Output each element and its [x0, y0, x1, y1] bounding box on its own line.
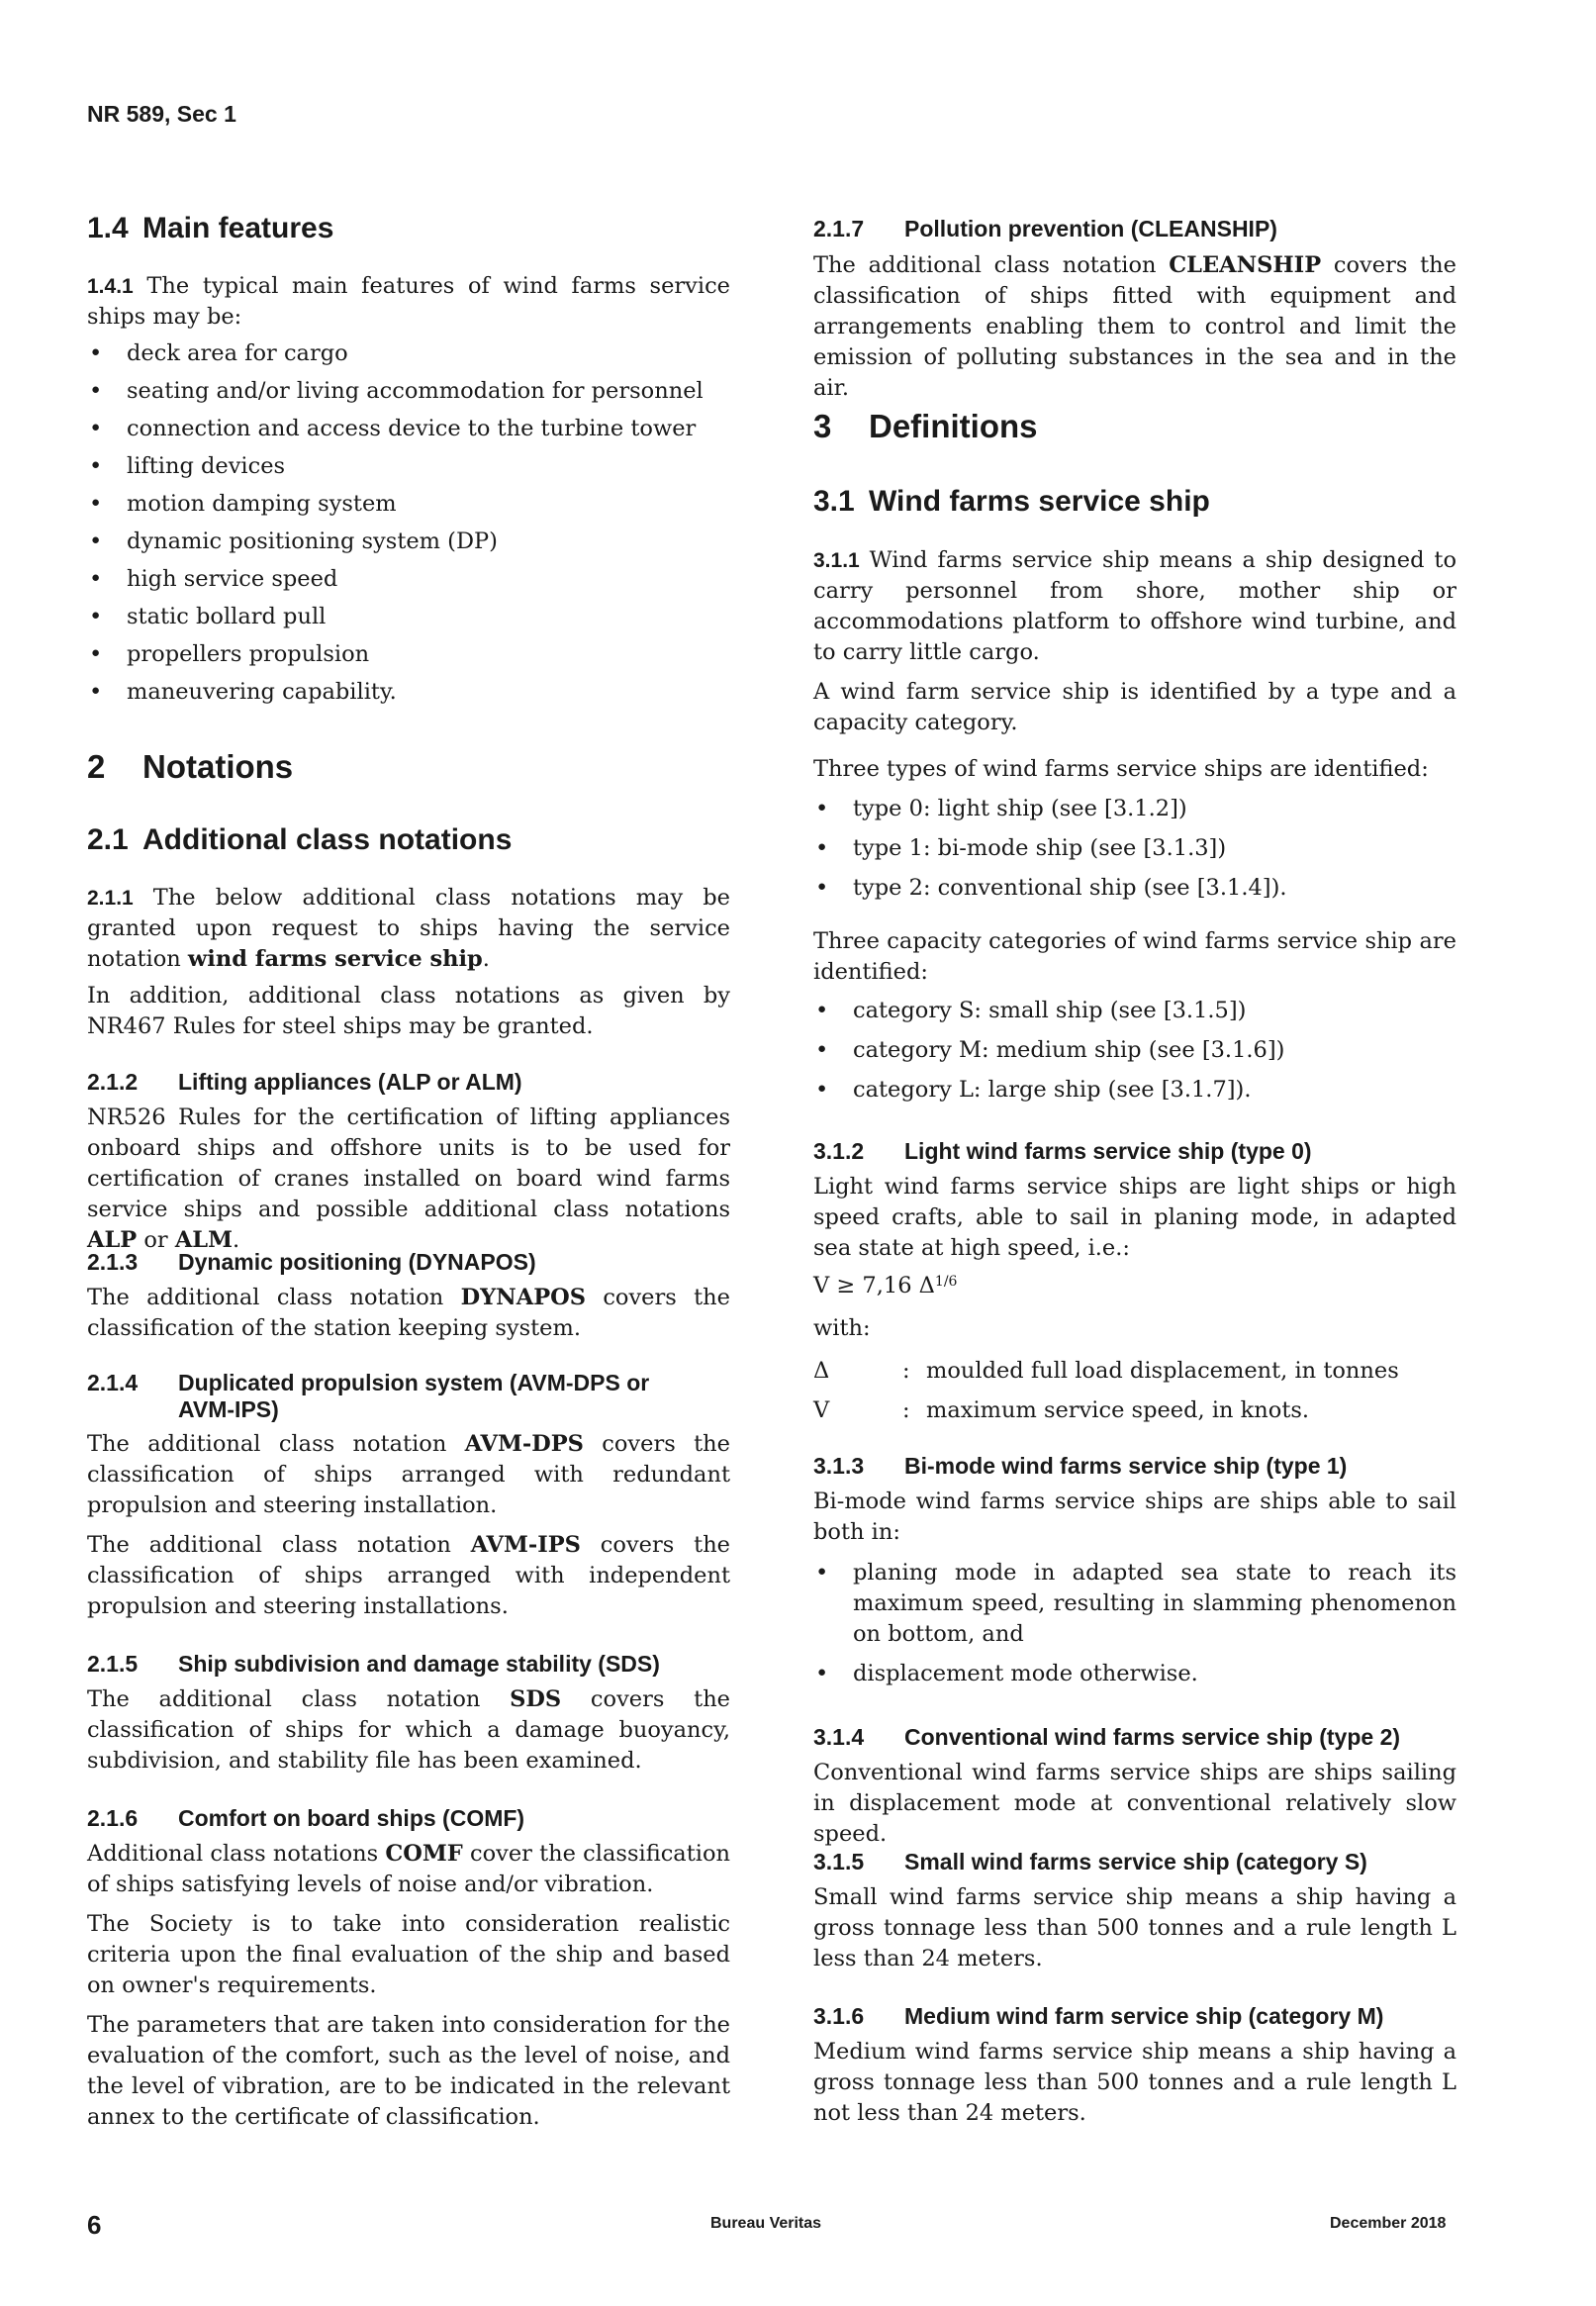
- paragraph-text: The additional class notation: [87, 1532, 471, 1558]
- paragraph-2-1-1-b: In addition, additional class notations as given by NR467 Rules for steel ships may be granted.: [87, 983, 730, 1039]
- list-item: [813, 1659, 1456, 1689]
- section-number: 2: [87, 748, 106, 785]
- list-item-text: category L: large ship (see [3.1.7]).: [853, 1077, 1252, 1103]
- section-number: 3: [813, 408, 832, 444]
- bullet-icon: •: [815, 835, 829, 861]
- section-number: 3.1.3: [813, 1453, 865, 1479]
- notation-bold: AVM-IPS: [470, 1532, 581, 1558]
- list-item: [813, 794, 1456, 824]
- list-item: [813, 996, 1456, 1026]
- paragraph-2-1-7: [813, 250, 1456, 404]
- paragraph-2-1-2: [87, 1103, 730, 1256]
- definition-row: [813, 1356, 1399, 1387]
- paragraph-2-1-1: [87, 883, 730, 975]
- list-item: [813, 1075, 1456, 1105]
- list-item: [813, 1035, 1456, 1066]
- notation-bold: ALP: [87, 1227, 138, 1253]
- section-title: Bi-mode wind farms service ship (type 1): [904, 1453, 1348, 1479]
- section-title: Medium wind farm service ship (category M): [904, 2003, 1384, 2029]
- list-item-text: connection and access device to the turbine tower: [127, 416, 697, 441]
- paragraph-3-1-3: Bi-mode wind farms service ships are ships able to sail both in:: [813, 1489, 1456, 1545]
- bullet-icon: •: [89, 528, 103, 554]
- section-number: 3.1.4: [813, 1724, 865, 1750]
- section-title: Additional class notations: [142, 823, 513, 856]
- symbol: Δ: [813, 1358, 830, 1384]
- bullet-icon: •: [815, 1037, 829, 1063]
- paragraph-3-1-6: Medium wind farms service ship means a ship having a gross tonnage less than 500 tonnes and a rule length L not less than 24 meters.: [813, 2039, 1456, 2126]
- section-heading-3: [813, 408, 1038, 445]
- paragraph-number: 1.4.1: [87, 275, 134, 298]
- paragraph-text: or: [137, 1227, 175, 1253]
- section-title: Conventional wind farms service ship (type 2): [904, 1724, 1401, 1750]
- subsection-heading-3-1-3: [813, 1453, 1347, 1480]
- bullet-icon: •: [815, 1661, 829, 1686]
- subsection-heading-3-1-6: [813, 2003, 1383, 2030]
- with-label: with:: [813, 1315, 871, 1341]
- colon: :: [902, 1397, 910, 1423]
- paragraph-2-1-6-a: [87, 1839, 730, 1900]
- list-item-text: static bollard pull: [127, 604, 327, 629]
- section-title: Light wind farms service ship (type 0): [904, 1138, 1312, 1164]
- definition-text: maximum service speed, in knots.: [926, 1397, 1310, 1423]
- paragraph-text: covers the classification of ships arranged with independent propulsion and steering installations.: [87, 1532, 730, 1619]
- section-number: 3.1.6: [813, 2003, 865, 2029]
- list-item-text: type 1: bi-mode ship (see [3.1.3]): [853, 835, 1227, 861]
- section-title: Main features: [142, 212, 334, 244]
- subsection-heading-2-1-6: [87, 1805, 524, 1832]
- paragraph-3-1-1-c: Three types of wind farms service ships are identified:: [813, 756, 1429, 782]
- subsection-heading-3-1-5: [813, 1849, 1367, 1875]
- list-item-text: dynamic positioning system (DP): [127, 528, 498, 554]
- section-number: 2.1.2: [87, 1069, 139, 1095]
- list-item: [813, 1558, 1456, 1650]
- paragraph-2-1-4-a: [87, 1429, 730, 1521]
- list-item-text: planing mode in adapted sea state to reach its maximum speed, resulting in slamming phenomenon on bottom, and: [853, 1560, 1456, 1647]
- notation-bold: COMF: [385, 1841, 463, 1867]
- list-item-text: category S: small ship (see [3.1.5]): [853, 998, 1247, 1023]
- list-item-text: lifting devices: [127, 453, 286, 479]
- bullet-icon: •: [89, 641, 103, 667]
- list-item: [813, 833, 1456, 864]
- bullet-icon: •: [89, 604, 103, 629]
- bullet-icon: •: [89, 679, 103, 705]
- section-heading-2-1: [87, 823, 512, 857]
- paragraph-2-1-4-b: [87, 1530, 730, 1622]
- modes-list: [813, 1558, 1456, 1689]
- features-list: [87, 338, 730, 708]
- formula-exponent: 1/6: [934, 1274, 958, 1290]
- list-item-text: type 0: light ship (see [3.1.2]): [853, 796, 1187, 821]
- categories-list: [813, 996, 1456, 1105]
- paragraph-3-1-1: [813, 545, 1456, 668]
- section-number: 2.1.4: [87, 1370, 139, 1395]
- types-list: [813, 794, 1456, 904]
- subsection-heading-2-1-5: [87, 1651, 660, 1678]
- section-title: Notations: [142, 748, 294, 785]
- list-item: [87, 376, 730, 407]
- list-item-text: deck area for cargo: [127, 340, 348, 366]
- list-item: [813, 873, 1456, 904]
- paragraph-text: covers the classification of ships fitted with equipment and arrangements enabling them to control and limit the emission of polluting substances in the sea and in the air.: [813, 252, 1456, 401]
- section-title: Comfort on board ships (COMF): [178, 1805, 525, 1831]
- bullet-icon: •: [89, 491, 103, 517]
- paragraph-3-1-2: Light wind farms service ships are light ships or high speed crafts, able to sail in planing mode, in adapted sea state at high speed, i.e.:: [813, 1174, 1456, 1261]
- paragraph-text: The additional class notation: [87, 1285, 461, 1310]
- paragraph-text: NR526 Rules for the certification of lifting appliances onboard ships and offshore units is to be used for certification of cranes installed on board wind farms service ships and possible additional class notations: [87, 1105, 730, 1222]
- bullet-icon: •: [815, 1560, 829, 1585]
- paragraph-text: The additional class notation: [87, 1431, 465, 1457]
- section-number: 2.1.5: [87, 1651, 139, 1677]
- bullet-icon: •: [815, 1077, 829, 1103]
- notation-bold: wind farms service ship: [187, 946, 483, 972]
- colon: :: [902, 1358, 910, 1384]
- paragraph-text: covers the classification of ships for which a damage buoyancy, subdivision, and stability file has been examined.: [87, 1686, 730, 1774]
- subsection-heading-2-1-7: [813, 216, 1277, 242]
- paragraph-2-1-6-b: The Society is to take into consideration realistic criteria upon the final evaluation of the ship and based on owner's requirements.: [87, 1911, 730, 1998]
- bullet-icon: •: [815, 796, 829, 821]
- list-item-text: high service speed: [127, 566, 338, 592]
- bullet-icon: •: [815, 998, 829, 1023]
- list-item-text: motion damping system: [127, 491, 397, 517]
- notation-bold: ALM: [174, 1227, 233, 1253]
- list-item-text: maneuvering capability.: [127, 679, 397, 705]
- notation-bold: DYNAPOS: [460, 1285, 586, 1310]
- paragraph-text: Wind farms service ship means a ship designed to carry personnel from shore, mother ship or accommodations platform to offshore wind turbine, and to carry little cargo.: [813, 547, 1456, 665]
- symbol: V: [813, 1397, 830, 1423]
- section-title: Pollution prevention (CLEANSHIP): [904, 216, 1277, 241]
- page-number: 6: [87, 2210, 102, 2240]
- paragraph-text: .: [233, 1227, 240, 1253]
- paragraph-3-1-1-d: Three capacity categories of wind farms service ship are identified:: [813, 928, 1456, 985]
- list-item-text: category M: medium ship (see [3.1.6]): [853, 1037, 1285, 1063]
- paragraph-text: covers the classification of ships arranged with redundant propulsion and steering installation.: [87, 1431, 730, 1518]
- paragraph-2-1-5: [87, 1684, 730, 1777]
- paragraph-number: 2.1.1: [87, 887, 134, 910]
- section-heading-1-4: [87, 212, 333, 245]
- paragraph-text: .: [482, 946, 490, 972]
- paragraph-text: The below additional class notations may be granted upon request to ships having the service notation: [87, 885, 730, 972]
- footer-date: December 2018: [1330, 2215, 1447, 2232]
- paragraph-2-1-6-c: The parameters that are taken into consideration for the evaluation of the comfort, such as the level of noise, and the level of vibration, are to be indicated in the relevant annex to the certificate of classification.: [87, 2012, 730, 2130]
- list-item: [87, 564, 730, 595]
- paragraph-text: The additional class notation: [87, 1686, 511, 1712]
- section-title-continued: AVM-IPS): [178, 1396, 279, 1422]
- section-heading-2: [87, 748, 293, 786]
- subsection-heading-3-1-2: [813, 1138, 1312, 1165]
- paragraph-text: The additional class notation: [813, 252, 1170, 278]
- paragraph-text: covers the classification of the station keeping system.: [87, 1285, 730, 1341]
- section-number: 2.1.6: [87, 1805, 139, 1831]
- symbol-definitions: [813, 1356, 1399, 1435]
- paragraph-number: 3.1.1: [813, 549, 860, 572]
- section-title: Wind farms service ship: [869, 485, 1210, 518]
- section-number: 3.1: [813, 485, 855, 518]
- list-item: [87, 338, 730, 369]
- section-title: Lifting appliances (ALP or ALM): [178, 1069, 522, 1095]
- section-title: Ship subdivision and damage stability (SDS): [178, 1651, 660, 1677]
- bullet-icon: •: [89, 416, 103, 441]
- list-item: [87, 451, 730, 482]
- section-number: 1.4: [87, 212, 129, 244]
- footer-publisher: Bureau Veritas: [710, 2215, 822, 2232]
- subsection-heading-2-1-3: [87, 1249, 536, 1276]
- section-number: 2.1: [87, 823, 129, 856]
- bullet-icon: •: [89, 566, 103, 592]
- section-title: Small wind farms service ship (category S): [904, 1849, 1367, 1874]
- list-item: [87, 602, 730, 632]
- list-item-text: propellers propulsion: [127, 641, 370, 667]
- list-item-text: displacement mode otherwise.: [853, 1661, 1198, 1686]
- notation-bold: AVM-DPS: [464, 1431, 584, 1457]
- section-heading-3-1: [813, 485, 1210, 519]
- section-title: Dynamic positioning (DYNAPOS): [178, 1249, 536, 1275]
- section-number: 2.1.7: [813, 216, 865, 241]
- paragraph-text: Additional class notations: [87, 1841, 386, 1867]
- definition-text: moulded full load displacement, in tonnes: [926, 1358, 1399, 1384]
- paragraph-text: cover the classification of ships satisfying levels of noise and/or vibration.: [87, 1841, 730, 1897]
- paragraph-1-4-1: [87, 271, 730, 333]
- list-item-text: type 2: conventional ship (see [3.1.4]).: [853, 875, 1287, 901]
- section-number: 2.1.3: [87, 1249, 139, 1275]
- bullet-icon: •: [89, 378, 103, 404]
- running-header: NR 589, Sec 1: [87, 101, 236, 127]
- paragraph-3-1-1-b: A wind farm service ship is identified by a type and a capacity category.: [813, 679, 1456, 735]
- subsection-heading-2-1-2: [87, 1069, 522, 1096]
- paragraph-2-1-3: [87, 1283, 730, 1344]
- list-item: [87, 677, 730, 708]
- definition-row: [813, 1395, 1399, 1426]
- section-number: 3.1.2: [813, 1138, 865, 1164]
- list-item: [87, 414, 730, 444]
- subsection-heading-2-1-4: [87, 1370, 730, 1423]
- notation-bold: SDS: [510, 1686, 562, 1712]
- list-item: [87, 489, 730, 520]
- paragraph-text: The typical main features of wind farms service ships may be:: [87, 273, 730, 330]
- paragraph-3-1-4: Conventional wind farms service ships are ships sailing in displacement mode at conventional relatively slow speed.: [813, 1760, 1456, 1847]
- bullet-icon: •: [89, 340, 103, 366]
- speed-formula: [813, 1271, 957, 1301]
- formula-text: V ≥ 7,16 Δ: [813, 1273, 935, 1298]
- section-number: 3.1.5: [813, 1849, 865, 1874]
- section-title: Duplicated propulsion system (AVM-DPS or: [178, 1370, 650, 1395]
- subsection-heading-3-1-4: [813, 1724, 1400, 1751]
- paragraph-3-1-5: Small wind farms service ship means a ship having a gross tonnage less than 500 tonnes and a rule length L less than 24 meters.: [813, 1884, 1456, 1971]
- bullet-icon: •: [815, 875, 829, 901]
- section-title: Definitions: [869, 408, 1038, 444]
- bullet-icon: •: [89, 453, 103, 479]
- list-item: [87, 527, 730, 557]
- notation-bold: CLEANSHIP: [1169, 252, 1322, 278]
- list-item: [87, 639, 730, 670]
- list-item-text: seating and/or living accommodation for personnel: [127, 378, 704, 404]
